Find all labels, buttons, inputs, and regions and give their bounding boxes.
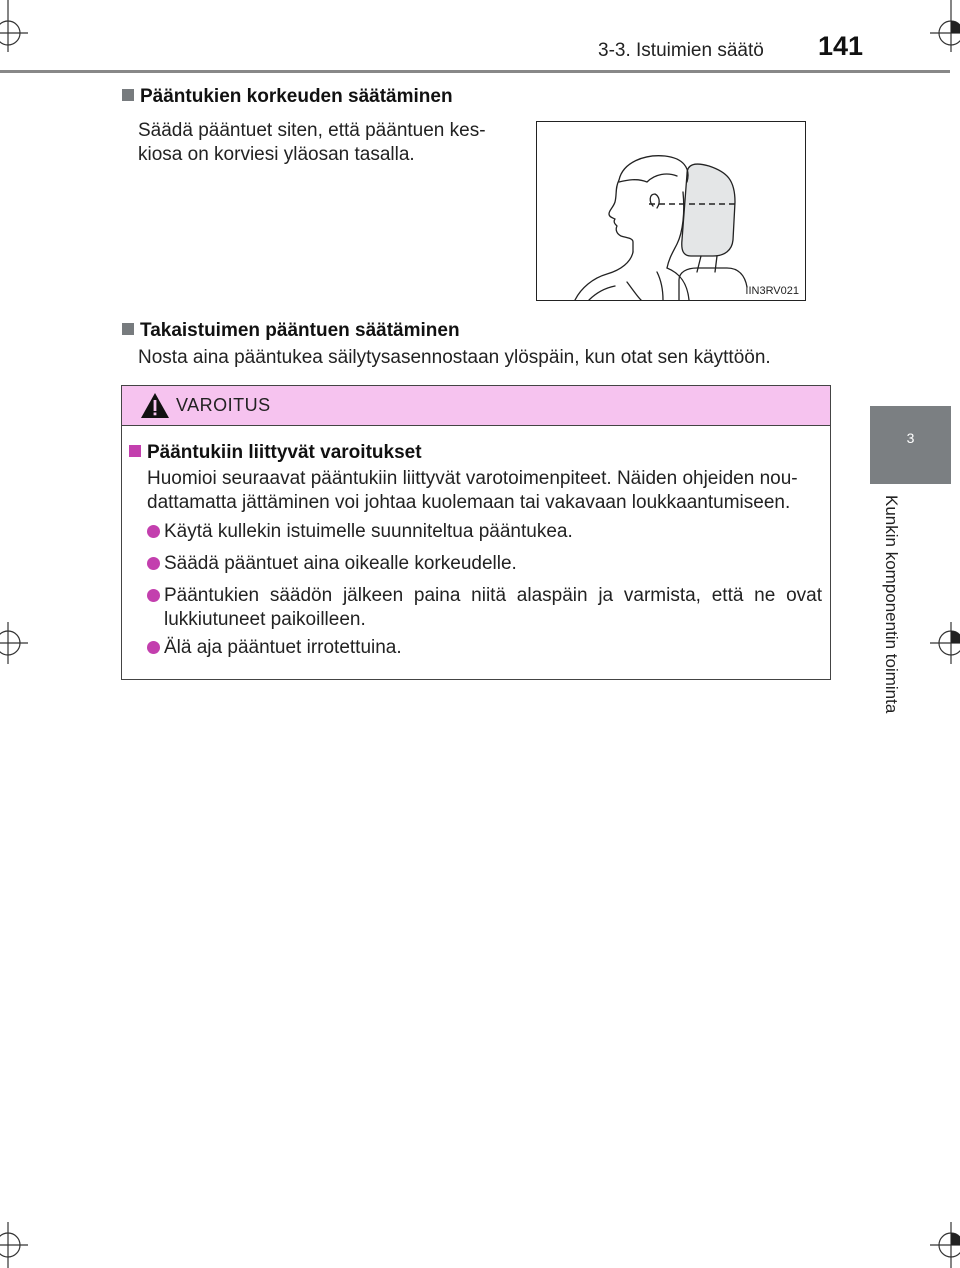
chapter-title: Kunkin komponentin toiminta	[882, 495, 901, 714]
section-body: Nosta aina pääntukea säilytysasennostaan ylöspäin, kun otat sen käyttöön.	[138, 347, 771, 368]
header-rule	[0, 70, 950, 73]
warning-bullet	[164, 584, 822, 632]
warning-triangle-icon	[140, 392, 170, 419]
warning-heading-text: Pääntukiin liittyvät varoitukset	[147, 442, 422, 463]
warning-intro-line: Huomioi seuraavat pääntukiin liittyvät varotoimenpiteet. Näiden ohjeiden nou-	[147, 468, 798, 489]
section-heading-rear-headrest	[122, 320, 460, 342]
warning-header	[122, 386, 830, 426]
warning-label: VAROITUS	[176, 395, 271, 415]
warning-bullet-line: lukkiutuneet paikoilleen.	[164, 609, 366, 630]
headrest-drawing	[537, 122, 805, 300]
section-body-line: kiosa on korviesi yläosan tasalla.	[138, 144, 415, 165]
warning-heading	[129, 442, 422, 464]
bullet-dot-icon	[147, 641, 160, 654]
bullet-dot-icon	[147, 557, 160, 570]
section-heading-text: Takaistuimen pääntuen säätäminen	[140, 320, 460, 341]
chapter-tab	[870, 406, 951, 484]
section-reference: 3-3. Istuimien säätö	[598, 40, 764, 61]
square-bullet-icon	[122, 323, 134, 335]
chapter-number: 3	[906, 430, 915, 446]
section-heading-text: Pääntukien korkeuden säätäminen	[140, 86, 453, 107]
square-bullet-icon	[129, 445, 141, 457]
warning-box	[121, 385, 831, 680]
square-bullet-icon	[122, 89, 134, 101]
warning-bullet: Käytä kullekin istuimelle suunniteltua pääntukea.	[164, 521, 573, 542]
figure-code: IIN3RV021	[745, 285, 799, 297]
section-body	[138, 119, 512, 167]
warning-bullet: Älä aja pääntuet irrotettuina.	[164, 637, 402, 658]
bullet-dot-icon	[147, 525, 160, 538]
warning-bullet-line: Pääntukien säädön jälkeen paina niitä alaspäin ja varmista, että ne ovat	[164, 585, 822, 606]
section-body-line: Säädä pääntuet siten, että pääntuen kes-	[138, 120, 486, 141]
warning-intro-line: dattamatta jättäminen voi johtaa kuolemaan tai vakavaan loukkaantumiseen.	[147, 492, 791, 513]
section-heading-height-adjust	[122, 86, 453, 108]
warning-bullet: Säädä pääntuet aina oikealle korkeudelle.	[164, 553, 517, 574]
page-number: 141	[818, 31, 864, 61]
headrest-illustration	[536, 121, 806, 301]
bullet-dot-icon	[147, 589, 160, 602]
warning-intro	[147, 467, 827, 515]
